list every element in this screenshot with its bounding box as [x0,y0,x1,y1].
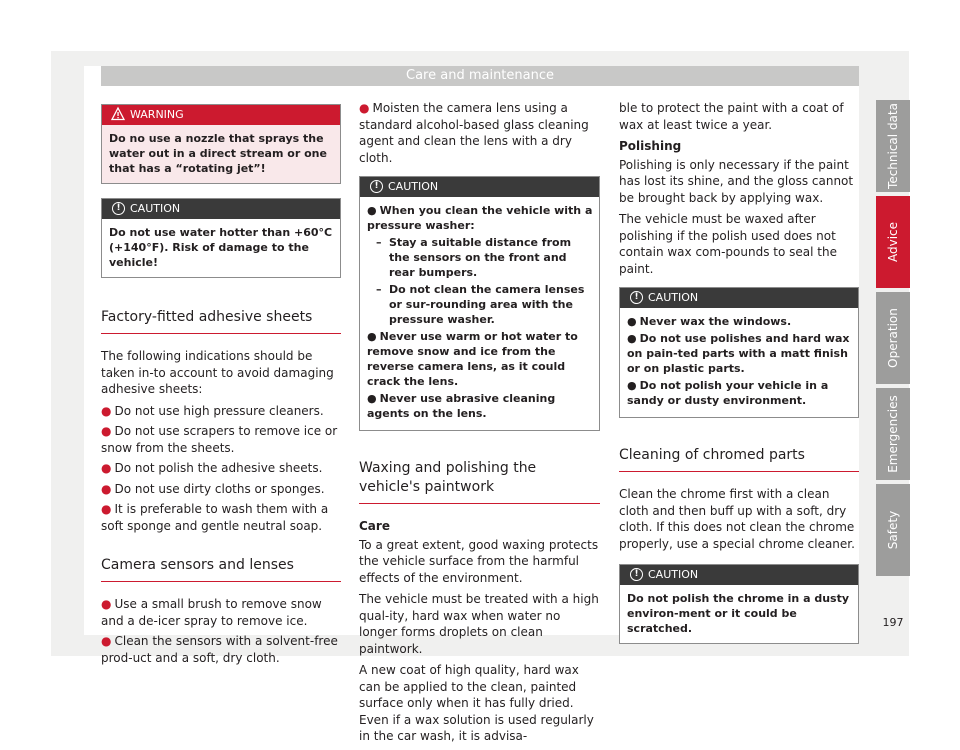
tab-technical-data[interactable]: Technical data [876,100,910,192]
paragraph: The vehicle must be waxed after polishing if the polish used does not contain wax com-pounds to seal the paint. [619,212,837,276]
paragraph: Clean the chrome first with a clean cloth and then buff up with a soft, dry cloth. If this does not clean the chrome properly, use a special chrome cleaner. [619,487,855,551]
caution-item: ● Never wax the windows. [627,315,792,328]
section-title-waxing: Waxing and polishing the vehicle's paintwork [359,459,600,504]
bullet-icon: ● [101,502,112,516]
list-item: ● Moisten the camera lens using a standard alcohol-based glass cleaning agent and clean the lens with a dry cloth. [359,101,589,165]
paragraph: A new coat of high quality, hard wax can be applied to the clean, painted surface only when it has fully dried. Even if a wax solution is used regularly in the car wash, it is advisa- [359,663,594,743]
warning-text: Do no use a nozzle that sprays the water out in a direct stream or one that has a “rotating jet”! [102,125,340,183]
info-icon: ! [630,568,643,581]
list-item: ● Do not use high pressure cleaners. [101,403,324,418]
page-header: Care and maintenance [101,66,859,86]
caution-header [102,199,340,219]
section-title-chrome: Cleaning of chromed parts [619,446,859,472]
list-item: ● Do not use scrapers to remove ice or snow from the sheets. [101,424,338,455]
column-1 [101,96,341,670]
caution-body [360,197,599,430]
caution-label: CAUTION [648,568,699,581]
caution-subitem: – Do not clean the camera lenses or sur-rounding area with the pressure washer. [376,283,585,326]
paragraph: Polishing is only necessary if the paint has lost its shine, and the gloss cannot be brought back by applying wax. [619,157,854,205]
page-number: 197 [882,616,904,629]
tab-advice[interactable]: Advice [876,196,910,288]
warning-label: WARNING [130,108,184,121]
info-icon: ! [630,291,643,304]
warning-header [102,105,340,125]
caution-header [620,565,858,585]
caution-body [620,308,858,417]
bullet-icon: ● [367,204,377,217]
paragraph: ble to protect the paint with a coat of wax at least twice a year. [619,101,844,132]
tab-operation[interactable]: Operation [876,292,910,384]
paragraph: To a great extent, good waxing protects the vehicle surface from the harmful effects of the environment. [359,537,599,585]
info-icon: ! [370,180,383,193]
caution-label: CAUTION [130,202,181,215]
column-3 [619,96,859,644]
list-item: ● Do not use dirty cloths or sponges. [101,481,325,496]
caution-subitem: – Stay a suitable distance from the sensors on the front and rear bumpers. [376,236,572,279]
bullet-icon: ● [101,634,112,648]
bullet-icon: ● [101,597,112,611]
caution-label: CAUTION [388,180,439,193]
info-icon: ! [112,202,125,215]
paragraph: The vehicle must be treated with a high qual-ity, hard wax when water no longer forms droplets on clean paintwork. [359,592,599,656]
list-item: ● Use a small brush to remove snow and a de-icer spray to remove ice. [101,597,322,628]
bullet-icon: ● [627,315,637,328]
list-item: ● Do not polish the adhesive sheets. [101,461,323,475]
bullet-icon: ● [627,379,637,392]
bullet-icon: ● [101,481,112,496]
caution-box [101,198,341,278]
caution-text: Do not use water hotter than +60°C (+140°F). Risk of damage to the vehicle! [109,226,333,269]
bullet-icon: ● [101,403,112,418]
bullet-icon: ● [101,461,112,475]
adhesive-intro: The following indications should be taken in-to account to avoid damaging adhesive sheets: [101,349,334,396]
bullet-icon: ● [359,101,370,115]
bullet-icon: ● [367,392,377,405]
caution-box [359,176,600,431]
caution-text: Do not polish the chrome in a dusty environ-ment or it could be scratched. [627,592,850,635]
caution-item: ● When you clean the vehicle with a pressure washer: [367,204,593,232]
warning-icon [111,107,125,121]
caution-item: ● Never use abrasive cleaning agents on the lens. [367,392,556,420]
tab-emergencies[interactable]: Emergencies [876,388,910,480]
caution-label: CAUTION [648,291,699,304]
list-item: ● Clean the sensors with a solvent-free prod-uct and a soft, dry cloth. [101,634,338,665]
list-item: ● It is preferable to wash them with a soft sponge and gentle neutral soap. [101,502,329,533]
caution-item: ● Do not polish your vehicle in a sandy or dusty environment. [627,379,829,407]
caution-header [620,288,858,308]
bullet-icon: ● [101,424,112,438]
section-title-camera: Camera sensors and lenses [101,556,341,582]
section-tabs [876,100,910,580]
subhead-care: Care [359,519,390,533]
caution-item: ● Do not use polishes and hard wax on pain-ted parts with a matt finish or on plastic parts. [627,332,850,375]
bullet-icon: ● [627,332,637,345]
warning-box [101,104,341,184]
section-title-adhesive: Factory-fitted adhesive sheets [101,308,341,334]
caution-box [619,287,859,418]
bullet-icon: ● [367,330,377,343]
caution-box [619,564,859,644]
subhead-polishing: Polishing [619,139,682,153]
column-2 [359,96,600,750]
caution-header [360,177,599,197]
caution-item: ● Never use warm or hot water to remove snow and ice from the reverse camera lens, as it could crack the lens. [367,330,578,388]
tab-safety[interactable]: Safety [876,484,910,576]
